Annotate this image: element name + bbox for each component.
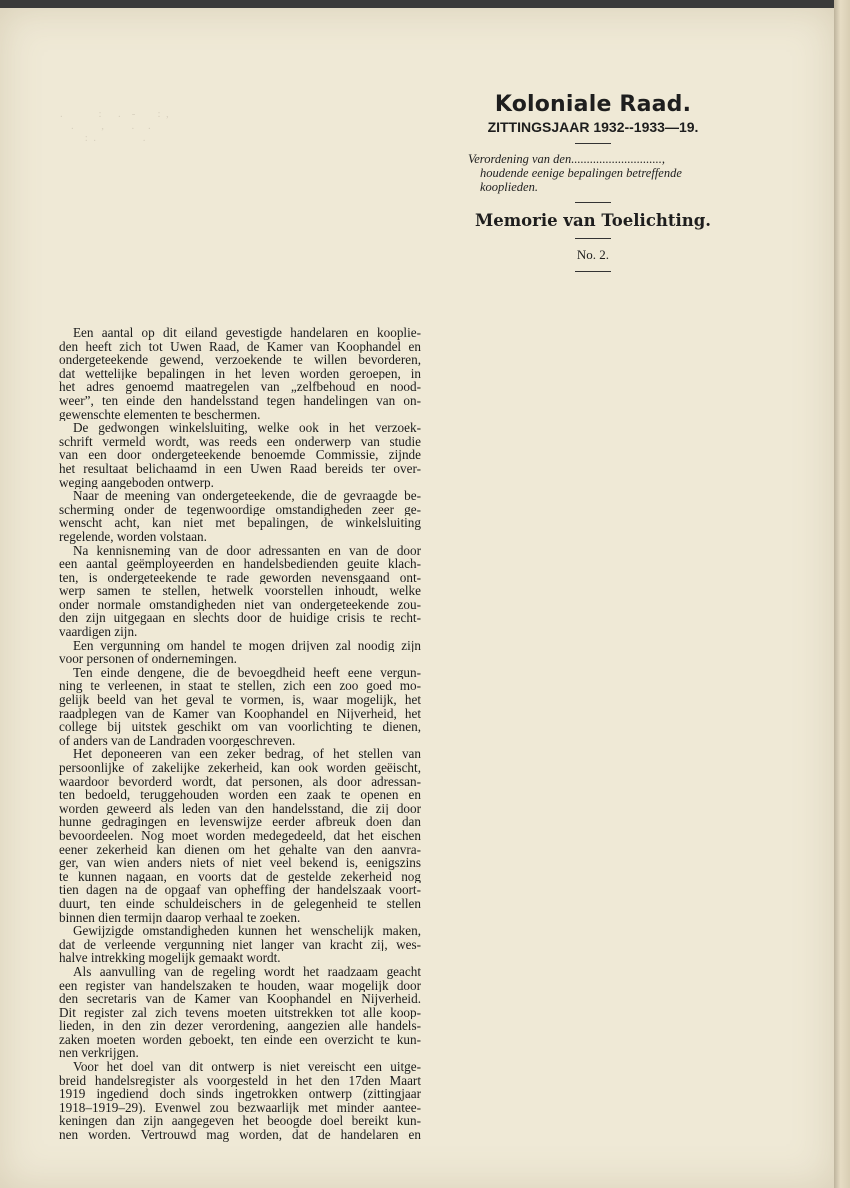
body-line: hunne gedragingen en levenswijze eerder afbreuk doen dan [59,815,421,829]
body-line: schrift vermeld wordt, was reeds een onderwerp van studie [59,434,421,449]
body-line: gewenschte elementen te beschermen. [59,407,261,422]
body-line: 1919 ingediend doch sinds ingetrokken ontwerp (zittingjaar [59,1087,421,1101]
body-line: vaardigen zijn. [59,625,138,639]
body-line: college bij uitstek geschikt om van voorlichting te dienen, [59,720,421,734]
body-line: Als aanvulling van de regeling wordt het raadzaam geacht [73,964,421,979]
document-page [0,8,834,1188]
body-line: nen worden. Vertrouwd mag worden, dat de handelaren en [59,1128,421,1142]
memo-title: Memorie van Toelichting. [474,211,712,230]
body-line: Naar de meening van ondergeteekende, die de gevraagde be- [73,489,421,503]
body-line: gelijk beeld van het geval te vormen, is, waar mogelijk, het [59,693,421,707]
divider [575,271,611,272]
body-line: breid handelsregister als voorgesteld in het den 17den Maart [59,1073,421,1088]
body-line: Dit register zal zich tevens moeten uitstrekken tot alle koop- [59,1005,421,1020]
body-line: het adres genoemd maatregelen van „zelfbehoud en nood- [59,380,421,394]
body-line: ondergeteekende gewend, verzoekende te willen bevorderen, [59,353,421,367]
body-line: Een aantal op dit eiland gevestigde handelaren en kooplie- [73,326,421,340]
body-line: regelende, worden volstaan. [59,529,207,544]
body-line: voor personen of ondernemingen. [59,652,237,666]
body-line: dat de verleende vergunning niet langer van kracht zij, wes- [59,937,421,952]
body-line: waardoor bevorderd wordt, dat personen, als door adressan- [59,774,421,789]
body-line: binnen dien termijn daarop verhaal te zoeken. [59,910,301,925]
body-line: den zijn uitgegaan en slechts door de huidige crisis te recht- [59,611,421,626]
body-line: scherming onder de tegenwoordige omstandigheden zeer ge- [59,502,421,517]
document-header [468,92,718,280]
body-line: eener zekerheid kan dienen om het gehalte van den aanvra- [59,842,421,857]
body-line: bevoordeelen. Nog moet worden medegedeeld, dat het eischen [59,828,421,843]
body-line: ning te verleenen, in staat te stellen, zich een zoo goed mo- [59,679,421,694]
body-line: Een vergunning om handel te mogen drijven zal noodig zijn [73,638,421,653]
body-line: 1918–1919–29). Evenwel zou bezwaarlijk met minder aantee- [59,1100,421,1115]
session-year: ZITTINGSJAAR 1932--1933—19. [487,119,699,135]
body-line: weer”, ten einde den handelsstand tegen handelingen van on- [59,393,421,408]
body-line: den secretaris van de Kamer van Koophandel en Nijverheid. [59,992,421,1006]
body-line: halve intrekking mogelijk gemaakt wordt. [59,951,281,965]
subtitle-line: houdende eenige bepalingen betreffende [480,166,682,180]
body-line: een register van handelszaken te houden, waar mogelijk door [59,978,421,993]
body-line: onder normale omstandigheden niet van ondergeteekende zou- [59,597,421,612]
body-line: een aantal geëmployeerden en handelsbedienden geuite klach- [59,557,421,571]
body-line: ger, van wien anders niets of niet veel bekend is, eenigszins [59,856,421,870]
body-line: lieden, in den zin dezer verordening, aangezien alle handels- [59,1019,421,1033]
body-line: Gewijzigde omstandigheden kunnen het wenschelijk maken, [73,924,421,938]
body-line: keningen dan zijn aangegeven het beoogde doel bereikt kun- [59,1114,421,1129]
bleed-through: . : . - : , . , . . : . . [60,108,169,144]
body-line: ten, is ondergeteekende te rade geworden nevensgaand ont- [59,570,421,585]
subtitle-line: Verordening van den............................., [468,152,665,166]
page-edge [834,0,850,1188]
body-line: den heeft zich tot Uwen Raad, de Kamer van Koophandel en [59,339,421,354]
council-title: Koloniale Raad. [494,92,692,117]
body-line: Voor het doel van dit ontwerp is niet vereischt een uitge- [73,1060,421,1074]
ordinance-subtitle [468,152,718,194]
body-line: ten bedoeld, teruggehouden worden een zaak te openen en [59,788,421,802]
body-line: of anders van de Landraden voorgeschreven. [59,733,296,748]
body-line: raadplegen van de Kamer van Koophandel en Nijverheid, het [59,706,421,721]
document-number: No. 2. [576,247,610,262]
body-line: werp samen te stellen, hetwelk voorstellen inhoudt, welke [59,584,421,598]
body-line: te kunnen nagaan, en voorts dat de gestelde zekerheid nog [59,869,421,884]
divider [575,238,611,239]
body-line: dat wettelijke bepalingen in het leven worden geroepen, in [59,366,421,381]
body-line: wenscht acht, kan niet met bepalingen, de winkelsluiting [59,516,421,530]
memo-body [59,326,421,1142]
divider [575,202,611,203]
body-line: De gedwongen winkelsluiting, welke ook in het verzoek- [73,421,421,435]
body-line: het resultaat belichaamd in een Uwen Raad bereids ter over- [59,461,421,476]
body-line: worden geweerd als leden van den handelsstand, die zij door [59,801,421,816]
divider [575,143,611,144]
body-line: Na kennisneming van de door adressanten en van de door [73,543,421,558]
body-line: Ten einde dengene, die de bevoegdheid heeft eene vergun- [73,665,421,680]
body-line: persoonlijke of zakelijke zekerheid, kan ook worden geëischt, [59,761,421,775]
body-line: zaken moeten worden geboekt, ten einde een overzicht te kun- [59,1032,421,1047]
body-line: tien dagen na de opgaaf van opheffing der handelszaak voort- [59,883,421,897]
body-line: weging aangeboden ontwerp. [59,475,214,490]
subtitle-line: kooplieden. [480,180,538,194]
body-line: van een door ondergeteekende benoemde Commissie, zijnde [59,448,421,462]
body-line: Het deponeeren van een zeker bedrag, of het stellen van [73,747,421,761]
body-line: duurt, ten einde schuldeischers in de gelegenheid te stellen [59,896,421,911]
body-line: nen verkrijgen. [59,1046,139,1061]
